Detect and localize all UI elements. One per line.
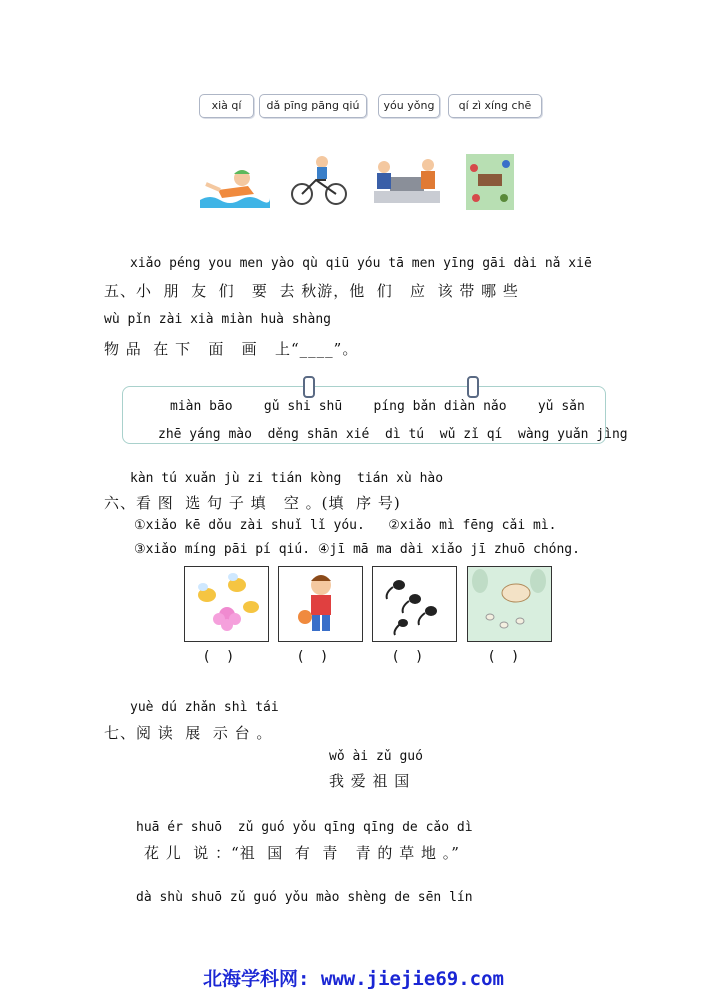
footer-watermark: 北海学科网: www.jiejie69.com	[203, 968, 504, 990]
sec6-pinyin: kàn tú xuǎn jù zi tián kòng tián xù hào	[130, 471, 444, 486]
sec7-pinyin: yuè dú zhǎn shì tái	[130, 700, 279, 715]
poem-line-1-pinyin: huā ér shuō zǔ guó yǒu qīng qīng de cǎo dì	[136, 820, 473, 835]
sec6-heading: 六、看 图 选 句 子 填 空 。(填 序 号)	[104, 494, 401, 512]
word-choices-row-2: zhē yáng mào děng shān xié dì tú wǔ zǐ qí wàng yuǎn jìng	[158, 427, 628, 442]
binder-ring-left	[303, 376, 315, 398]
poem-title-pinyin: wǒ ài zǔ guó	[329, 749, 423, 764]
answer-blank-4[interactable]: ( )	[489, 649, 518, 665]
sec7-heading: 七、阅 读 展 示 台 。	[104, 724, 273, 742]
word-choices-row-1: miàn bāo gǔ shi shū píng bǎn diàn nǎo yǔ sǎn	[170, 399, 585, 414]
tadpoles-picture	[372, 566, 457, 642]
answer-blank-2[interactable]: ( )	[298, 649, 327, 665]
tag-chess: xià qí	[199, 94, 254, 118]
hen-chicks-picture	[467, 566, 552, 642]
chess-players-picture	[372, 155, 440, 207]
poem-line-1: 花 儿 说 ：“祖 国 有 青 青 的 草 地 。”	[144, 844, 460, 862]
cycling-boy-picture	[290, 150, 348, 210]
sec5-pinyin-2: wù pǐn zài xià miàn huà shàng	[104, 312, 331, 327]
tag-table-tennis: dǎ pīng pāng qiú	[259, 94, 367, 118]
binder-ring-right	[467, 376, 479, 398]
poem-line-2-pinyin: dà shù shuō zǔ guó yǒu mào shèng de sēn lín	[136, 890, 473, 905]
boy-ball-picture	[278, 566, 363, 642]
answer-blank-1[interactable]: ( )	[204, 649, 233, 665]
poem-title: 我 爱 祖 国	[329, 772, 411, 790]
swimming-boy-picture	[198, 150, 270, 212]
sec6-options-2: ③xiǎo míng pāi pí qiú. ④jī mā ma dài xiǎo jī zhuō chóng.	[134, 542, 580, 557]
answer-blank-3[interactable]: ( )	[393, 649, 422, 665]
tag-cycling: qí zì xíng chē	[448, 94, 542, 118]
table-tennis-picture	[466, 154, 514, 210]
sec5-question-line-2: 物 品 在 下 面 画 上“____”。	[104, 340, 359, 358]
sec5-question-line-1: 五、小 朋 友 们 要 去 秋游，他 们 应 该 带 哪 些	[104, 282, 519, 300]
sec6-options-1: ①xiǎo kē dǒu zài shuǐ lǐ yóu. ②xiǎo mì fēng cǎi mì.	[134, 518, 557, 533]
bees-picture	[184, 566, 269, 642]
sec5-pinyin-1: xiǎo péng you men yào qù qiū yóu tā men yīng gāi dài nǎ xiē	[130, 256, 592, 271]
tag-swimming: yóu yǒng	[378, 94, 440, 118]
